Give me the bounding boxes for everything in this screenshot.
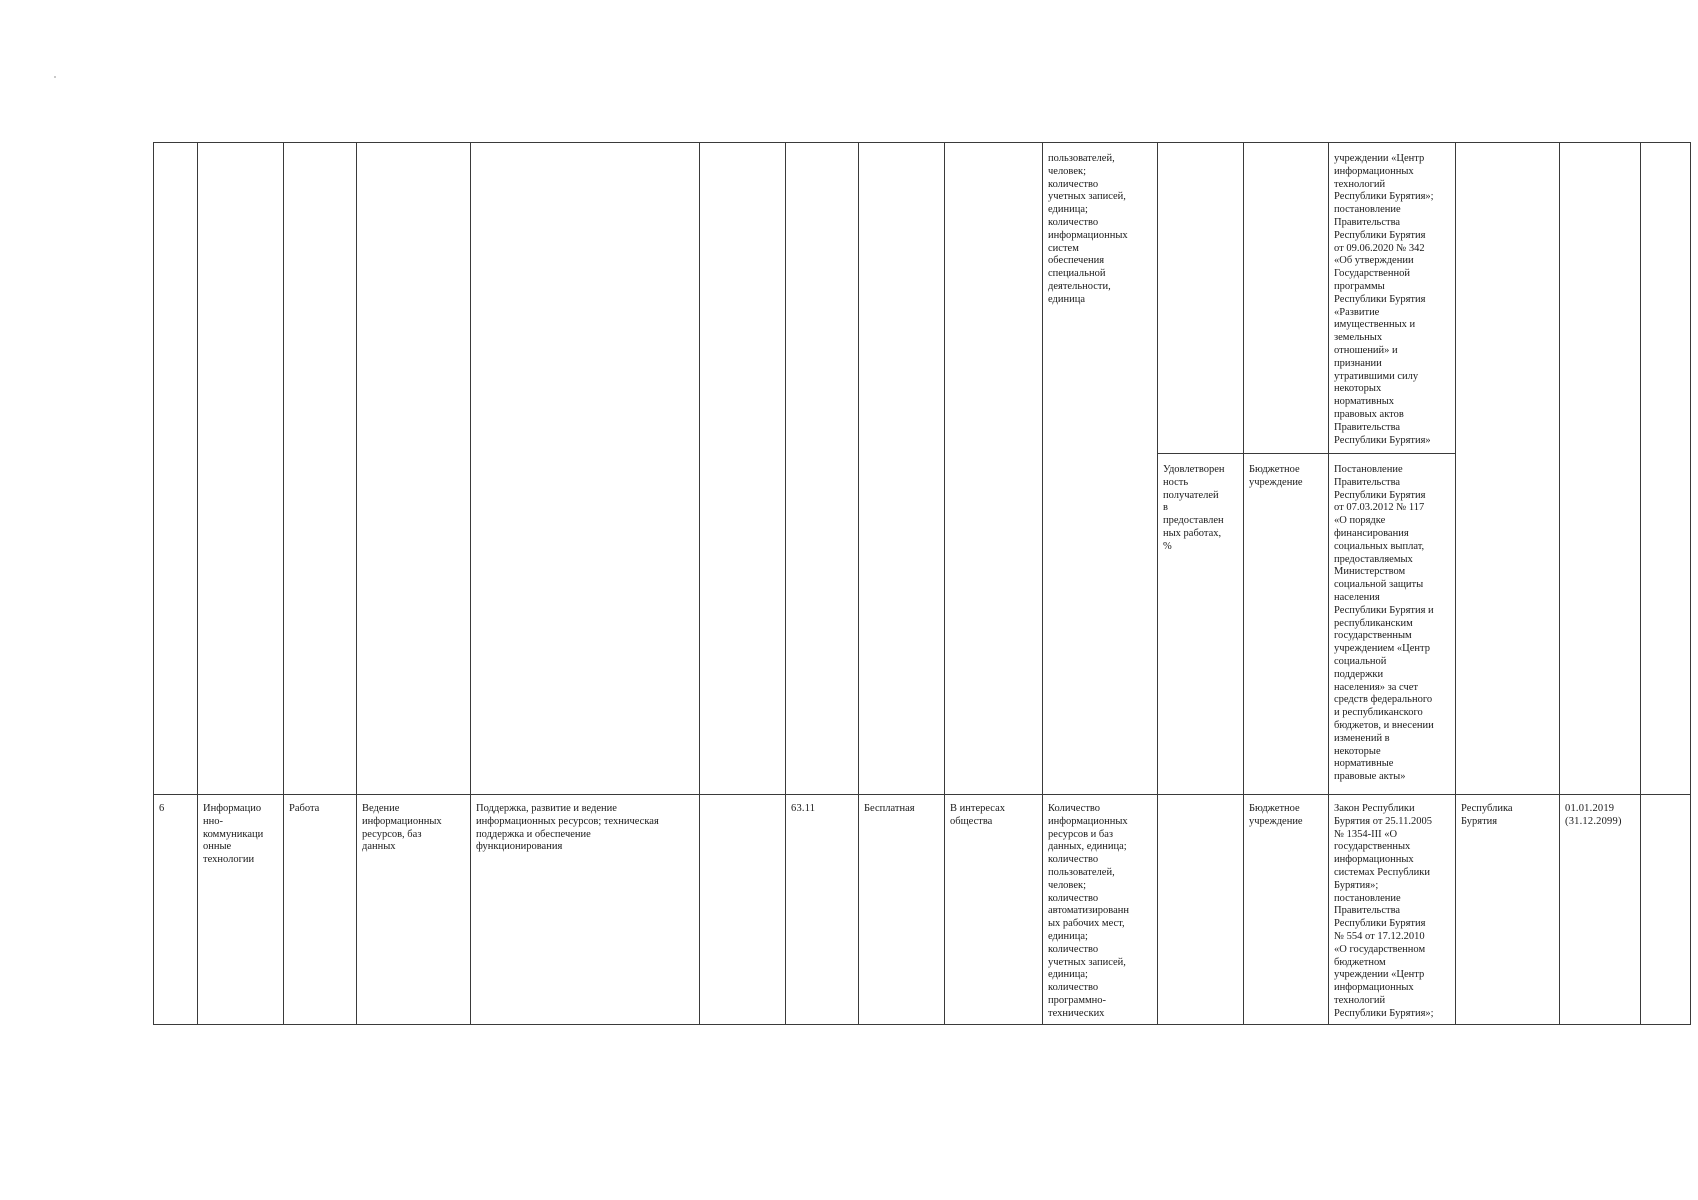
scan-speck — [54, 76, 56, 78]
row6-number: 6 — [154, 795, 198, 1025]
row6-quality-indicator — [1158, 795, 1244, 1025]
row6-region: Республика Бурятия — [1456, 795, 1560, 1025]
cell-code — [786, 143, 859, 795]
row6-code: 63.11 — [786, 795, 859, 1025]
cell-number — [154, 143, 198, 795]
institution-type-text: Бюджетное учреждение — [1249, 464, 1303, 488]
cell-payment — [859, 143, 945, 795]
cell-kind — [284, 143, 357, 795]
row6-consumers: В интересах общества — [945, 795, 1043, 1025]
cell-content — [471, 143, 700, 795]
row6-kind: Работа — [284, 795, 357, 1025]
indicators-text: пользователей, человек; количество учетных записей, единица; количество информационных систем обеспечения специальной деятельности, единица — [1048, 153, 1128, 305]
row6-indicators: Количество информационных ресурсов и баз данных, единица; количество пользователей, человек; количество автоматизированн ых рабочих мест, единица; количество учетных записей, единица; количество программно- технических — [1043, 795, 1158, 1025]
cell-sphere — [198, 143, 284, 795]
cell-region — [1456, 143, 1560, 795]
row6-empty — [700, 795, 786, 1025]
quality-indicator-text: Удовлетворен ность получателей в предоставлен ных работах, % — [1163, 464, 1225, 552]
continuation-row — [154, 143, 1691, 454]
row6-name: Ведение информационных ресурсов, баз данных — [357, 795, 471, 1025]
cell-quality-indicator — [1158, 454, 1244, 795]
cell-extra — [1641, 143, 1691, 795]
cell-legal-basis — [1329, 454, 1456, 795]
cell-quality-indicator-top — [1158, 143, 1244, 454]
row6-legal-basis: Закон Республики Бурятия от 25.11.2005 № 1354-III «О государственных информационных системах Республики Бурятия»; постановление Правительства Республики Бурятия № 554 от 17.12.2010 «О государственном бюджетном учреждении «Центр информационных технологий Республики Бурятия»; — [1329, 795, 1456, 1025]
cell-institution — [1244, 454, 1329, 795]
row6-institution: Бюджетное учреждение — [1244, 795, 1329, 1025]
row6-sphere: Информацио нно- коммуникаци онные технологии — [198, 795, 284, 1025]
row6-payment: Бесплатная — [859, 795, 945, 1025]
row6-dates: 01.01.2019 (31.12.2099) — [1560, 795, 1641, 1025]
cell-dates — [1560, 143, 1641, 795]
cell-name — [357, 143, 471, 795]
cell-legal-basis-top — [1329, 143, 1456, 454]
services-registry-table — [153, 142, 1691, 1025]
cell-indicators — [1043, 143, 1158, 795]
legal-basis-text-2: Постановление Правительства Республики Бурятия от 07.03.2012 № 117 «О порядке финансирования социальных выплат, предоставляемых Министерством социальной защиты населения Республики Бурятия и республиканским государственным учреждением «Центр социальной поддержки населения» за счет средств федерального и республиканского бюджетов, и внесении изменений в некоторые нормативные правовые акты» — [1334, 464, 1434, 783]
legal-basis-text-1: учреждении «Центр информационных технологий Республики Бурятия»; постановление Правительства Республики Бурятия от 09.06.2020 № 342 «Об утверждении Государственной программы Республики Бурятия «Развитие имущественных и земельных отношений» и признании утратившими силу некоторых нормативных правовых актов Правительства Республики Бурятия» — [1334, 153, 1434, 446]
row6-content: Поддержка, развитие и ведение информационных ресурсов; техническая поддержка и обеспечение функционирования — [471, 795, 700, 1025]
cell-empty — [700, 143, 786, 795]
row6-extra — [1641, 795, 1691, 1025]
table-row — [154, 795, 1691, 1025]
cell-consumers — [945, 143, 1043, 795]
cell-institution-top — [1244, 143, 1329, 454]
